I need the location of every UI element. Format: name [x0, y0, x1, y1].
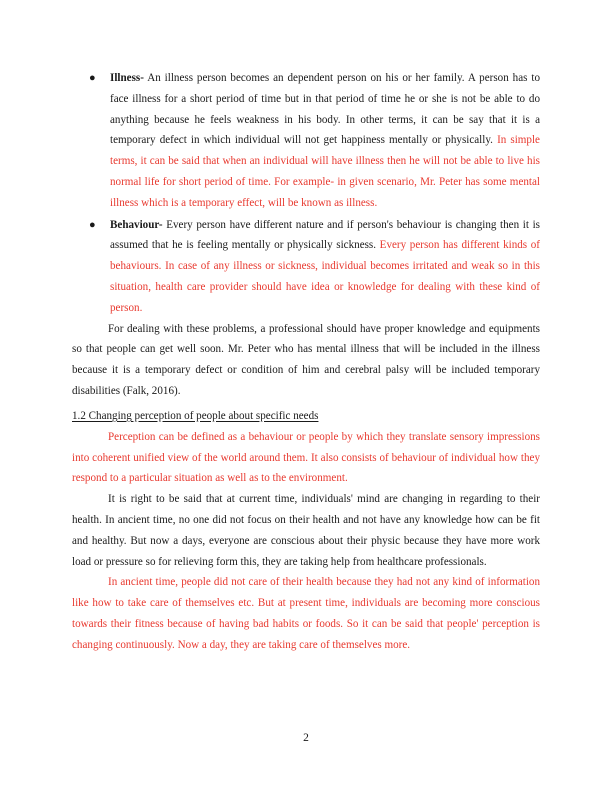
bullet-term: Illness- [110, 72, 144, 84]
section-heading: 1.2 Changing perception of people about specific needs [72, 409, 319, 422]
paragraph-ancient-time: In ancient time, people did not care of their health because they had not any kind of information like how to take care of themselves etc. But at present time, individuals are becoming more conscious towards their fitness because of having bad habits or foods. So it can be said that people' perception is changing continuously. Now a day, they are taking care of themselves more. [72, 576, 540, 651]
bullet-item-behaviour [72, 215, 540, 319]
bullet-paragraph [110, 215, 540, 319]
paragraph-perception: Perception can be defined as a behaviour or people by which they translate sensory impressions into coherent unified view of the world around them. It also consists of behaviour of individual how they respond to a particular situation as well as to the environment. [72, 430, 540, 485]
bullet-text: An illness person becomes an dependent person on his or her family. A person has to face illness for a short period of time but in that period of time he or she is not be able to do anything because he feels weakness in his body. In other terms, it can be say that it is a temporary defect in which individual will not get happiness mentally or physically. [110, 72, 540, 147]
bullet-term: Behaviour- [110, 218, 163, 231]
bullet-item-illness [72, 68, 540, 214]
paragraph-current-time: It is right to be said that at current time, individuals' mind are changing in regarding to their health. In ancient time, no one did not focus on their health and not have any knowledge how can be fit and healthy. But now a days, everyone are conscious about their physic because they have more work load or pressure so for relieving form this, they are taking help from healthcare professionals. [72, 493, 540, 568]
bullet-dot-icon: ● [89, 218, 96, 231]
bullet-text-red: In simple terms, it can be said that when an individual will have illness then he will not be able to live his normal life for short period of time. For example- in given scenario, Mr. Peter has some mental illness which is a temporary effect, will be known as illness. [110, 134, 540, 209]
bullet-text-red: Every person has different kinds of behaviours. In case of any illness or sickness, individual becomes irritated and weak so in this situation, health care provider should have idea or knowledge for dealing with these kind of person. [110, 239, 540, 314]
page-number: 2 [303, 732, 309, 744]
bullet-text: Every person have different nature and if person's behaviour is changing then it is assumed that he is feeling mentally or physically sickness. [110, 218, 540, 252]
bullet-paragraph [110, 68, 540, 214]
page-content [72, 68, 540, 656]
bullet-list [72, 68, 540, 319]
bullet-dot-icon: ● [89, 72, 96, 84]
paragraph-dealing: For dealing with these problems, a professional should have proper knowledge and equipments so that people can get well soon. Mr. Peter who has mental illness that will be included in the illness because it is a temporary defect or condition of him and cerebral palsy will be included temporary disabilities (Falk, 2016). [72, 322, 540, 397]
